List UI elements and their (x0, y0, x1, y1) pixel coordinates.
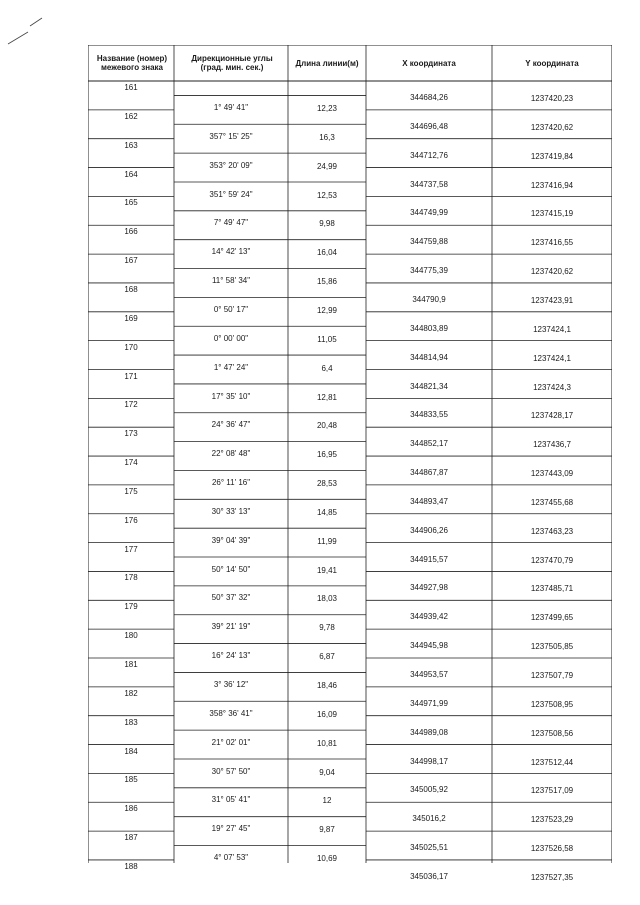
direction-angle-value: 22° 08' 48" (211, 449, 251, 459)
line-length-value: 16,04 (316, 248, 338, 258)
header-x-coordinate: X координата (402, 58, 456, 68)
line-length-value: 10,69 (316, 854, 338, 864)
line-length-value: 9,04 (319, 767, 335, 777)
direction-angle-value: 39° 21' 19" (211, 622, 251, 632)
marker-number: 174 (124, 458, 138, 468)
marker-number: 171 (124, 371, 138, 381)
direction-angle-value: 1° 49' 41" (213, 103, 249, 112)
direction-angle-value: 39° 04' 39" (211, 535, 251, 545)
line-length-value: 18,03 (316, 594, 338, 604)
line-length-value: 16,09 (316, 709, 338, 719)
x-coordinate-value: 344749,99 (410, 208, 448, 218)
header-direction-angle: Дирекционные углы (град. мин. сек.) (191, 54, 273, 72)
y-coordinate-value: 1237508,56 (530, 728, 574, 738)
direction-angle-value: 4° 07' 53" (213, 853, 249, 863)
x-coordinate-value: 344939,42 (410, 612, 448, 622)
direction-angle-value: 24° 36' 47" (211, 420, 251, 430)
marker-number: 175 (124, 486, 138, 496)
marker-number: 170 (124, 342, 138, 352)
y-coordinate-value: 1237470,79 (530, 555, 574, 565)
x-coordinate-value: 344775,39 (410, 266, 448, 276)
y-coordinate-value: 1237443,09 (530, 469, 574, 479)
marker-number: 181 (124, 660, 138, 669)
direction-angle-value: 11° 58' 34" (211, 276, 251, 286)
marker-number: 163 (124, 140, 138, 150)
x-coordinate-value: 344945,98 (410, 641, 448, 651)
x-coordinate-value: 345016,2 (412, 814, 446, 824)
marker-number: 161 (124, 83, 138, 92)
line-length-value: 12,99 (316, 305, 338, 315)
x-coordinate-value: 344790,9 (412, 294, 446, 304)
marker-number: 173 (124, 429, 138, 439)
direction-angle-value: 16° 24' 13" (211, 651, 251, 661)
y-coordinate-value: 1237416,94 (530, 180, 574, 190)
marker-number: 184 (124, 746, 138, 756)
line-length-value: 12,53 (316, 190, 338, 200)
marker-number: 169 (124, 313, 138, 323)
line-length-value: 9,98 (319, 219, 335, 229)
line-length-value: 6,87 (319, 652, 335, 662)
header-line-length: Длина линии(м) (295, 58, 359, 68)
direction-angle-value: 351° 59' 24" (209, 189, 253, 199)
y-coordinate-value: 1237499,65 (530, 613, 574, 623)
y-coordinate-value: 1237420,23 (530, 94, 574, 103)
marker-number: 187 (124, 833, 138, 843)
direction-angle-value: 26° 11' 16" (211, 478, 251, 488)
marker-number: 162 (124, 111, 138, 121)
direction-angle-value: 30° 33' 13" (211, 506, 251, 516)
x-coordinate-value: 345005,92 (410, 785, 448, 795)
line-length-value: 28,53 (316, 479, 338, 489)
x-coordinate-value: 344915,57 (410, 554, 448, 564)
direction-angle-value: 357° 15' 25" (209, 131, 253, 141)
direction-angle-value: 1° 47' 24" (213, 362, 249, 372)
x-coordinate-value: 345036,17 (410, 871, 448, 881)
y-coordinate-value: 1237428,17 (530, 411, 574, 421)
coordinates-table (88, 45, 612, 882)
marker-number: 179 (124, 602, 138, 612)
line-length-value: 6,4 (321, 363, 333, 373)
marker-number: 168 (124, 284, 138, 294)
scan-pen-mark (6, 6, 46, 46)
y-coordinate-value: 1237424,1 (533, 324, 571, 334)
y-coordinate-value: 1237527,35 (530, 872, 574, 882)
marker-number: 172 (124, 400, 138, 410)
line-length-value: 15,86 (316, 277, 338, 287)
x-coordinate-value: 344867,87 (410, 468, 448, 478)
x-coordinate-value: 344998,17 (410, 756, 448, 766)
line-length-value: 14,85 (316, 507, 338, 517)
y-coordinate-value: 1237424,1 (533, 353, 571, 363)
direction-angle-value: 30° 57' 50" (211, 766, 251, 776)
x-coordinate-value: 344953,57 (410, 670, 448, 679)
marker-number: 188 (124, 861, 138, 871)
x-coordinate-value: 344821,34 (410, 381, 448, 391)
x-coordinate-value: 344684,26 (410, 93, 448, 102)
direction-angle-value: 0° 50' 17" (213, 304, 249, 314)
marker-number: 178 (124, 573, 138, 583)
y-coordinate-value: 1237526,58 (530, 844, 574, 854)
y-coordinate-value: 1237415,19 (530, 209, 574, 219)
marker-number: 183 (124, 717, 138, 727)
direction-angle-value: 31° 05' 41" (211, 795, 251, 805)
marker-number: 177 (124, 544, 138, 554)
y-coordinate-value: 1237423,91 (530, 295, 574, 305)
x-coordinate-value: 344737,58 (410, 179, 448, 189)
direction-angle-value: 50° 37' 32" (211, 593, 251, 603)
line-length-value: 12,23 (316, 104, 338, 113)
direction-angle-value: 50° 14' 50" (211, 564, 251, 574)
y-coordinate-value: 1237512,44 (530, 757, 574, 767)
direction-angle-value: 358° 36' 41" (209, 708, 253, 718)
line-length-value: 16,95 (316, 450, 338, 460)
x-coordinate-value: 344759,88 (410, 237, 448, 247)
direction-angle-value: 17° 35' 10" (211, 391, 251, 401)
x-coordinate-value: 344712,76 (410, 150, 448, 160)
direction-angle-value: 19° 27' 45" (211, 824, 251, 834)
y-coordinate-value: 1237517,09 (530, 786, 574, 796)
y-coordinate-value: 1237505,85 (530, 642, 574, 652)
line-length-value: 18,46 (316, 681, 338, 690)
line-length-value: 16,3 (319, 132, 335, 142)
marker-number: 185 (124, 775, 138, 785)
line-length-value: 10,81 (316, 738, 338, 748)
x-coordinate-value: 344989,08 (410, 727, 448, 737)
y-coordinate-value: 1237523,29 (530, 815, 574, 825)
header-marker-name: Название (номер) межевого знака (96, 54, 168, 72)
marker-number: 176 (124, 515, 138, 525)
x-coordinate-value: 344906,26 (410, 525, 448, 535)
line-length-value: 24,99 (316, 161, 338, 171)
x-coordinate-value: 345025,51 (410, 843, 448, 853)
x-coordinate-value: 344893,47 (410, 496, 448, 506)
marker-number: 166 (124, 227, 138, 237)
direction-angle-value: 353° 20' 09" (209, 160, 253, 170)
direction-angle-value: 0° 00' 00" (213, 333, 249, 343)
header-y-coordinate: Y координата (525, 58, 579, 68)
y-coordinate-value: 1237424,3 (533, 382, 571, 392)
x-coordinate-value: 344971,99 (410, 698, 448, 708)
x-coordinate-value: 344927,98 (410, 583, 448, 593)
line-length-value: 12 (322, 796, 332, 806)
marker-number: 164 (124, 169, 138, 179)
marker-number: 186 (124, 804, 138, 814)
direction-angle-value: 7° 49' 47" (213, 218, 249, 228)
x-coordinate-value: 344833,55 (410, 410, 448, 420)
x-coordinate-value: 344803,89 (410, 323, 448, 333)
line-length-value: 12,81 (316, 392, 338, 402)
y-coordinate-value: 1237420,62 (530, 122, 574, 132)
direction-angle-value: 14° 42' 13" (211, 247, 251, 257)
marker-number: 167 (124, 256, 138, 266)
line-length-value: 11,05 (317, 334, 337, 344)
marker-number: 180 (124, 631, 138, 641)
y-coordinate-value: 1237485,71 (530, 584, 574, 594)
line-length-value: 9,87 (319, 825, 335, 835)
y-coordinate-value: 1237508,95 (530, 699, 574, 709)
y-coordinate-value: 1237455,68 (530, 497, 574, 507)
y-coordinate-value: 1237420,62 (530, 267, 574, 277)
y-coordinate-value: 1237416,55 (530, 238, 574, 248)
direction-angle-value: 3° 36' 12" (213, 680, 249, 689)
line-length-value: 19,41 (316, 565, 338, 575)
line-length-value: 20,48 (316, 421, 338, 431)
line-length-value: 11,99 (317, 536, 337, 546)
y-coordinate-value: 1237463,23 (530, 526, 574, 536)
x-coordinate-value: 344696,48 (410, 121, 448, 131)
x-coordinate-value: 344814,94 (410, 352, 448, 362)
line-length-value: 9,78 (319, 623, 335, 633)
marker-number: 165 (124, 198, 138, 208)
x-coordinate-value: 344852,17 (410, 439, 448, 449)
y-coordinate-value: 1237507,79 (530, 671, 574, 680)
direction-angle-value: 21° 02' 01" (211, 737, 251, 747)
y-coordinate-value: 1237436,7 (533, 440, 571, 450)
marker-number: 182 (124, 688, 138, 698)
y-coordinate-value: 1237419,84 (530, 151, 574, 161)
